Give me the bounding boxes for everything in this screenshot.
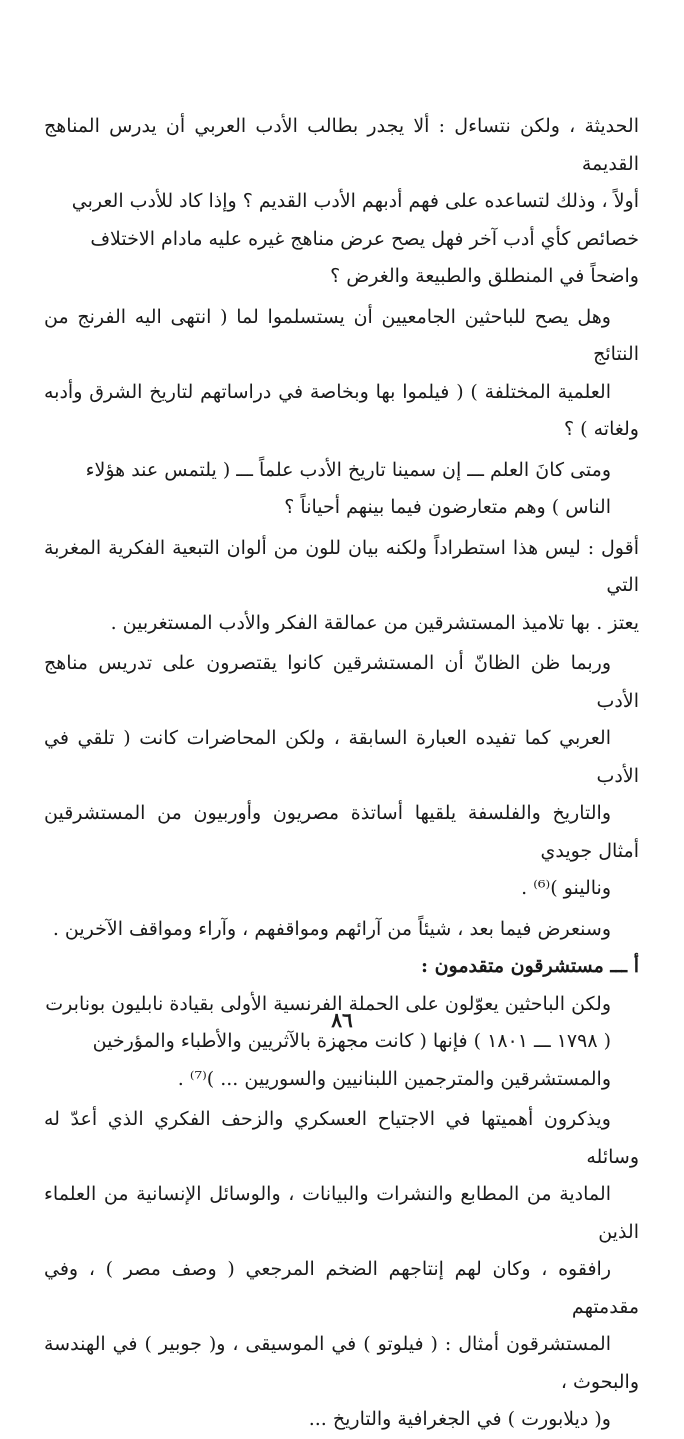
text-line: ( ١٧٩٨ ـــ ١٨٠١ ) فإنها ( كانت مجهزة بالآثريين والأطباء والمؤرخين [92, 1030, 611, 1052]
page-body [44, 108, 639, 1439]
text-line: ونالينو )⁽⁶⁾ . [521, 877, 611, 899]
paragraph [44, 452, 639, 527]
paragraph [44, 911, 639, 949]
text-line: ويذكرون أهميتها في الاجتياح العسكري والزحف الفكري الذي أعدّ له وسائله [44, 1108, 639, 1168]
text-line: والمستشرقين والمترجمين اللبنانيين والسوريين ... )⁽⁷⁾ . [177, 1067, 611, 1090]
text-line: رافقوه ، وكان لهم إنتاجهم الضخم المرجعي ( وصف مصر ) ، وفي مقدمتهم [44, 1258, 639, 1318]
text-line: واضحاً في المنطلق والطبيعة والغرض ؟ [330, 265, 639, 287]
text-line: ومتى كانَ العلم ـــ إن سمينا تاريخ الأدب علماً ـــ ( يلتمس عند هؤلاء [85, 458, 611, 481]
text-line: وربما ظن الظانّ أن المستشرقين كانوا يقتصرون على تدريس مناهج الأدب [44, 652, 639, 712]
paragraph [44, 108, 639, 296]
text-line: المادية من المطابع والنشرات والبيانات ، والوسائل الإنسانية من العلماء الذين [44, 1183, 639, 1243]
paragraph [44, 986, 639, 1099]
text-line: الحديثة ، ولكن نتساءل : ألا يجدر بطالب الأدب العربي أن يدرس المناهج القديمة [44, 115, 639, 175]
text-line: أولاً ، وذلك لتساعده على فهم أدبهم الأدب القديم ؟ وإذا كاد للأدب العربي [71, 190, 639, 212]
text-line: والتاريخ والفلسفة يلقيها أساتذة مصريون وأوربيون من المستشرقين أمثال جويدي [44, 802, 639, 862]
page-number: ٨٦ [331, 1008, 353, 1032]
text-line: العلمية المختلفة ) ( فيلموا بها وبخاصة في دراساتهم لتاريخ الشرق وأدبه ولغاته ) ؟ [44, 380, 639, 440]
paragraph [44, 645, 639, 908]
text-line: المستشرقون أمثال : ( فيلوتو ) في الموسيقى ، و( جوبير ) في الهندسة والبحوث ، [44, 1333, 639, 1393]
text-line: يعتز . بها تلاميذ المستشرقين من عمالقة الفكر والأدب المستغربين . [110, 611, 639, 634]
text-line: وسنعرض فيما بعد ، شيئاً من آرائهم ومواقفهم ، وآراء ومواقف الآخرين . [52, 917, 611, 940]
paragraph [44, 1101, 639, 1439]
text-line: و( ديلابورت ) في الجغرافية والتاريخ ... [308, 1408, 611, 1430]
text-line: وهل يصح للباحثين الجامعيين أن يستسلموا لما ( انتهى اليه الفرنج من النتائج [44, 305, 639, 365]
text-line: الناس ) وهم متعارضون فيما بينهم أحياناً ؟ [284, 496, 611, 518]
text-line: أقول : ليس هذا استطراداً ولكنه بيان للون من ألوان التبعية الفكرية المغربة التي [44, 536, 639, 596]
text-line: خصائص كأي أدب آخر فهل يصح عرض مناهج غيره عليه مادام الاختلاف [90, 227, 639, 250]
paragraph [44, 530, 639, 643]
text-line: العربي كما تفيده العبارة السابقة ، ولكن المحاضرات كانت ( تلقي في الأدب [44, 727, 639, 787]
text-line: ولكن الباحثين يعوّلون على الحملة الفرنسية الأولى بقيادة نابليون بونابرت [45, 992, 611, 1015]
paragraph [44, 299, 639, 449]
section-heading: أ ـــ مستشرقون متقدمون : [420, 955, 639, 977]
